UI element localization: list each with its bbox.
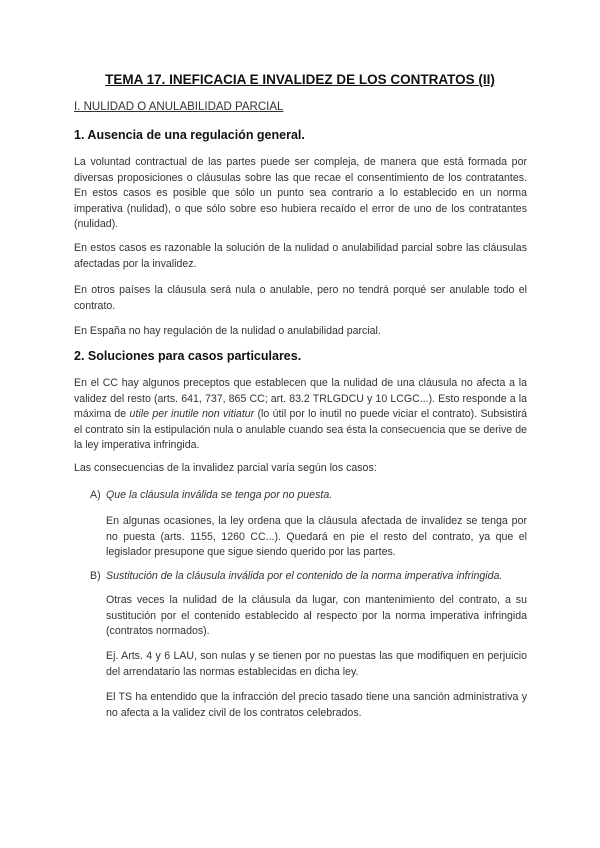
latin-maxim: utile per inutile non vitiatur [129, 408, 255, 421]
paragraph: El TS ha entendido que la infracción del precio tasado tiene una sanción administrativa y no afecta a la validez civil de los contratos celebrados. [106, 691, 527, 719]
section-heading: I. NULIDAD O ANULABILIDAD PARCIAL [74, 101, 284, 113]
paragraph: La voluntad contractual de las partes puede ser compleja, de manera que está formada por diversas proposiciones o cláusulas sobre las que recae el consentimiento de los contratantes. En estos casos es posible que sólo un punto sea contrario a lo establecido en un norma imperativa (nulidad), o que sólo sobre eso hubiera recaído el error de uno de los contratantes (nulidad). [74, 156, 527, 231]
paragraph: En algunas ocasiones, la ley ordena que la cláusula afectada de invalidez se tenga por no puesta (arts. 1155, 1260 CC...). Quedará en pie el resto del contrato, ya que el legislador presupone que sigue siendo querido por las partes. [106, 515, 527, 559]
list-item-title: Que la cláusula inválida se tenga por no puesta. [106, 489, 333, 501]
document-title: TEMA 17. INEFICACIA E INVALIDEZ DE LOS CONTRATOS (II) [105, 72, 495, 87]
paragraph: Las consecuencias de la invalidez parcial varía según los casos: [74, 462, 377, 474]
list-letter: B) [90, 570, 101, 582]
paragraph: En estos casos es razonable la solución de la nulidad o anulabilidad parcial sobre las cláusulas afectadas por la invalidez. [74, 242, 527, 270]
intro-text-end: (lo útil por lo inutil no puede viciar el contrato). Subsistirá el contrato sin la estipulación nula o anulable cuando sea ésta la consecuencia que se derive de la ley imperativa infringida. [74, 408, 527, 452]
subsection-2-heading: 2. Soluciones para casos particulares. [74, 349, 302, 363]
paragraph: Otras veces la nulidad de la cláusula da lugar, con mantenimiento del contrato, a su sustitución por el contenido establecido al respecto por la norma imperativa infringida (contratos normados). [106, 594, 527, 638]
paragraph: En otros países la cláusula será nula o anulable, pero no tendrá porqué ser anulable todo el contrato. [74, 284, 527, 312]
paragraph-intro [74, 376, 527, 454]
list-letter: A) [90, 489, 101, 501]
paragraph: Ej. Arts. 4 y 6 LAU, son nulas y se tienen por no puestas las que modifiquen en perjuicio del arrendatario las normas establecidas en dicha ley. [106, 650, 527, 678]
paragraph: En España no hay regulación de la nulidad o anulabilidad parcial. [74, 325, 381, 337]
list-item-b [90, 570, 502, 582]
intro-text: En el CC hay algunos preceptos que establecen que la nulidad de una cláusula no afecta a la validez del resto (arts. 641, 737, 865 CC; art. 83.2 TRLGDCU y 10 LCGC...). Esto responde a la máxima de [74, 377, 527, 421]
list-item-a [90, 489, 332, 501]
subsection-1-heading: 1. Ausencia de una regulación general. [74, 128, 305, 142]
list-item-title: Sustitución de la cláusula inválida por el contenido de la norma imperativa infringida. [106, 570, 503, 582]
